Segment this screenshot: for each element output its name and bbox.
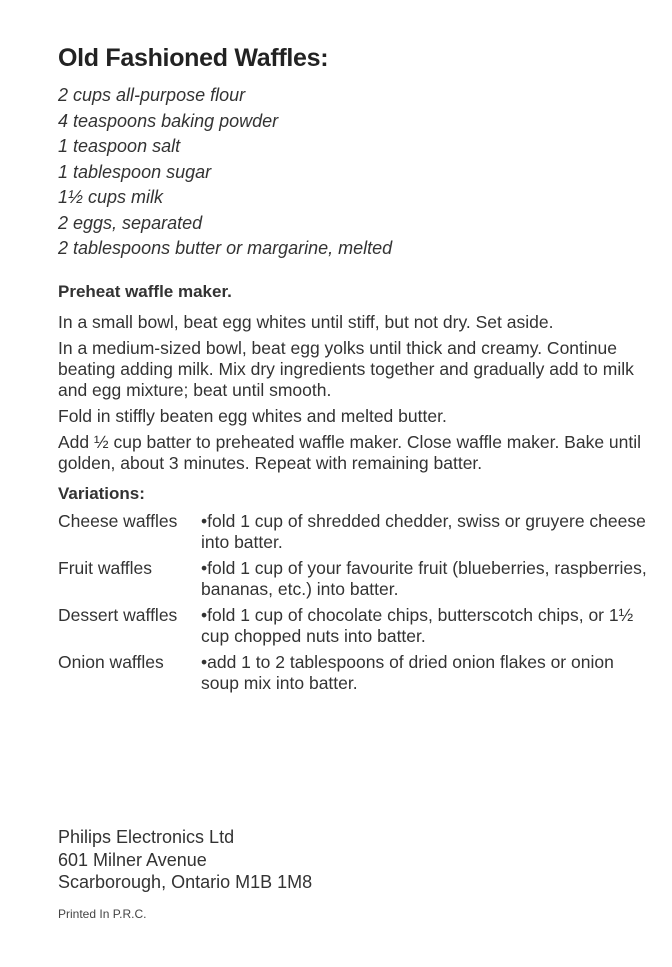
variation-name: Fruit waffles bbox=[58, 557, 153, 578]
variation-name: Dessert waffles bbox=[58, 604, 178, 625]
address-city: Scarborough, Ontario M1B 1M8 bbox=[58, 872, 313, 892]
variation-description: •add 1 to 2 tablespoons of dried onion flakes or onion soup mix into batter. bbox=[201, 651, 614, 693]
recipe-title: Old Fashioned Waffles: bbox=[58, 44, 329, 72]
ingredient-item: 1 teaspoon salt bbox=[58, 136, 181, 156]
variation-row bbox=[58, 511, 648, 553]
preheat-heading: Preheat waffle maker. bbox=[58, 281, 232, 301]
ingredient-item: 1½ cups milk bbox=[58, 187, 164, 207]
ingredient-item: 1 tablespoon sugar bbox=[58, 161, 212, 182]
variations-heading: Variations: bbox=[58, 483, 145, 503]
ingredient-item: 2 tablespoons butter or margarine, melted bbox=[58, 238, 393, 258]
variation-row bbox=[58, 652, 648, 694]
ingredient-item: 2 eggs, separated bbox=[58, 212, 203, 233]
instruction-step: In a small bowl, beat egg whites until stiff, but not dry. Set aside. bbox=[58, 311, 554, 332]
recipe-page bbox=[58, 44, 648, 699]
variation-row bbox=[58, 605, 648, 647]
variation-description: •fold 1 cup of shredded chedder, swiss or gruyere cheese into batter. bbox=[201, 510, 646, 552]
ingredient-item: 2 cups all-purpose flour bbox=[58, 85, 246, 105]
instruction-step: Add ½ cup batter to preheated waffle maker. Close waffle maker. Bake until golden, about 3 minutes. Repeat with remaining batter. bbox=[58, 431, 642, 473]
printed-in-note: Printed In P.R.C. bbox=[58, 907, 147, 921]
variation-description: •fold 1 cup of your favourite fruit (blueberries, raspberries, bananas, etc.) into batter. bbox=[201, 557, 647, 599]
variation-description: •fold 1 cup of chocolate chips, butterscotch chips, or 1½ cup chopped nuts into batter. bbox=[201, 604, 634, 646]
ingredient-list bbox=[58, 83, 648, 262]
address-street: 601 Milner Avenue bbox=[58, 849, 207, 870]
instruction-step: Fold in stiffly beaten egg whites and melted butter. bbox=[58, 405, 447, 426]
instruction-step: In a medium-sized bowl, beat egg yolks until thick and creamy. Continue beating adding milk. Mix dry ingredients together and gradually add to milk and egg mixture; beat until smooth. bbox=[58, 337, 634, 400]
variation-name: Onion waffles bbox=[58, 651, 164, 672]
ingredient-item: 4 teaspoons baking powder bbox=[58, 110, 279, 131]
company-name: Philips Electronics Ltd bbox=[58, 827, 235, 847]
variation-row bbox=[58, 558, 648, 600]
variation-name: Cheese waffles bbox=[58, 510, 178, 531]
company-address bbox=[58, 826, 312, 894]
